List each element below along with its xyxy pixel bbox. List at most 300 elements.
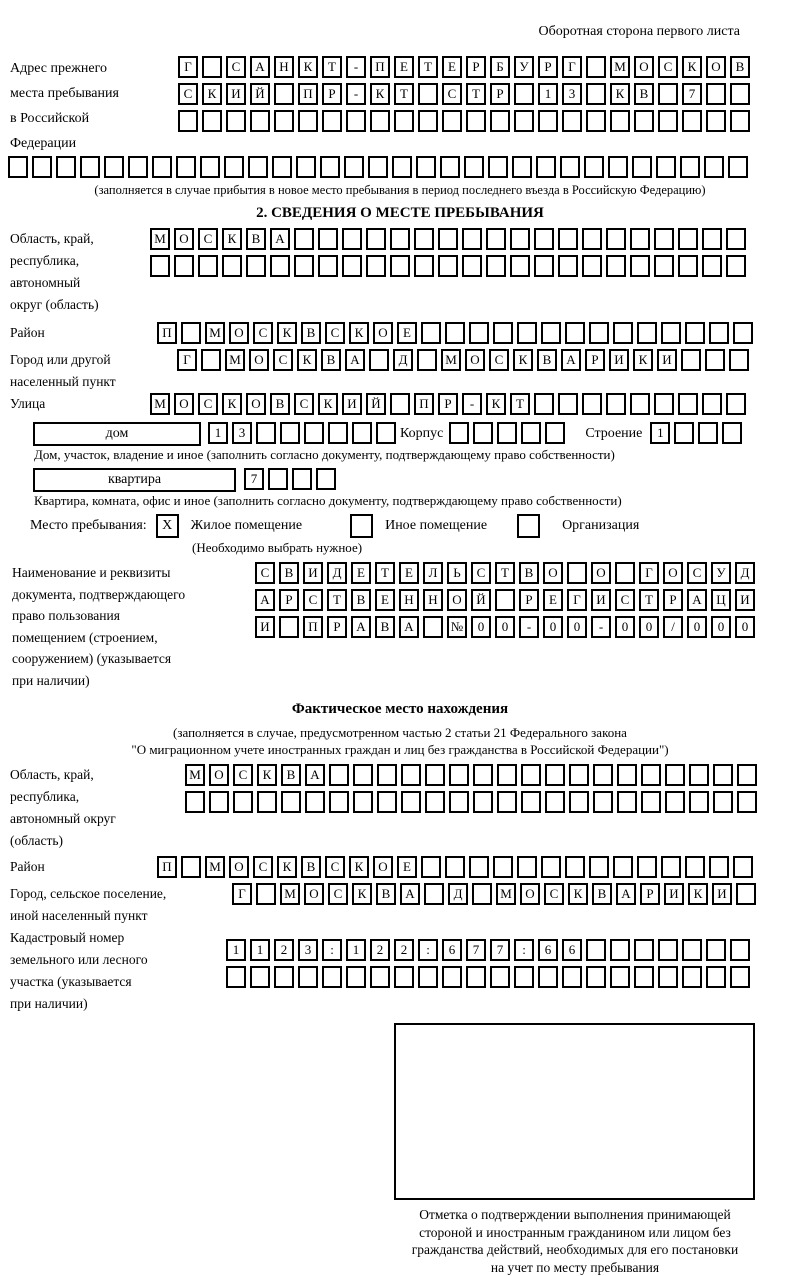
char-box[interactable] bbox=[421, 322, 441, 344]
char-box[interactable] bbox=[630, 255, 650, 277]
char-box[interactable] bbox=[702, 393, 722, 415]
char-box[interactable] bbox=[521, 422, 541, 444]
char-box[interactable] bbox=[641, 791, 661, 813]
char-box[interactable]: 0 bbox=[567, 616, 587, 638]
char-box[interactable]: А bbox=[616, 883, 636, 905]
char-box[interactable]: И bbox=[712, 883, 732, 905]
char-box[interactable] bbox=[425, 764, 445, 786]
char-box[interactable] bbox=[414, 255, 434, 277]
char-box[interactable] bbox=[346, 966, 366, 988]
char-box[interactable]: Б bbox=[490, 56, 510, 78]
char-box[interactable]: В bbox=[301, 322, 321, 344]
char-box[interactable] bbox=[298, 966, 318, 988]
char-box[interactable]: К bbox=[688, 883, 708, 905]
char-box[interactable]: Г bbox=[562, 56, 582, 78]
char-box[interactable] bbox=[682, 110, 702, 132]
char-box[interactable] bbox=[709, 856, 729, 878]
char-box[interactable] bbox=[368, 156, 388, 178]
char-box[interactable]: О bbox=[174, 228, 194, 250]
char-box[interactable]: 0 bbox=[687, 616, 707, 638]
char-box[interactable] bbox=[421, 856, 441, 878]
char-box[interactable] bbox=[369, 349, 389, 371]
char-box[interactable] bbox=[512, 156, 532, 178]
char-box[interactable]: Т bbox=[375, 562, 395, 584]
char-box[interactable]: К bbox=[513, 349, 533, 371]
char-box[interactable]: А bbox=[270, 228, 290, 250]
char-box[interactable] bbox=[517, 856, 537, 878]
char-box[interactable]: С bbox=[294, 393, 314, 415]
char-box[interactable] bbox=[562, 110, 582, 132]
char-box[interactable]: Р bbox=[519, 589, 539, 611]
char-box[interactable] bbox=[414, 228, 434, 250]
char-box[interactable]: К bbox=[610, 83, 630, 105]
char-box[interactable]: Р bbox=[279, 589, 299, 611]
char-box[interactable] bbox=[737, 764, 757, 786]
char-box[interactable] bbox=[438, 228, 458, 250]
char-box[interactable] bbox=[298, 110, 318, 132]
char-box[interactable]: К bbox=[349, 856, 369, 878]
char-box[interactable]: К bbox=[370, 83, 390, 105]
char-box[interactable]: И bbox=[591, 589, 611, 611]
char-box[interactable]: 2 bbox=[394, 939, 414, 961]
char-box[interactable] bbox=[680, 156, 700, 178]
char-box[interactable]: И bbox=[735, 589, 755, 611]
char-box[interactable] bbox=[558, 255, 578, 277]
char-box[interactable] bbox=[488, 156, 508, 178]
char-box[interactable] bbox=[654, 228, 674, 250]
char-box[interactable] bbox=[541, 856, 561, 878]
char-box[interactable]: Г bbox=[567, 589, 587, 611]
char-box[interactable] bbox=[606, 255, 626, 277]
char-box[interactable] bbox=[392, 156, 412, 178]
char-box[interactable] bbox=[593, 764, 613, 786]
char-box[interactable]: С bbox=[325, 856, 345, 878]
char-box[interactable] bbox=[586, 966, 606, 988]
char-box[interactable] bbox=[586, 83, 606, 105]
char-box[interactable] bbox=[534, 228, 554, 250]
char-box[interactable]: С bbox=[233, 764, 253, 786]
char-box[interactable]: Р bbox=[640, 883, 660, 905]
char-box[interactable]: 7 bbox=[490, 939, 510, 961]
char-box[interactable] bbox=[464, 156, 484, 178]
char-box[interactable] bbox=[473, 422, 493, 444]
char-box[interactable]: 0 bbox=[711, 616, 731, 638]
char-box[interactable]: Й bbox=[471, 589, 491, 611]
char-box[interactable] bbox=[685, 856, 705, 878]
char-box[interactable] bbox=[704, 156, 724, 178]
char-box[interactable]: Г bbox=[232, 883, 252, 905]
char-box[interactable]: Т bbox=[394, 83, 414, 105]
char-box[interactable] bbox=[726, 228, 746, 250]
char-box[interactable] bbox=[661, 322, 681, 344]
char-box[interactable]: Е bbox=[397, 322, 417, 344]
char-box[interactable]: В bbox=[537, 349, 557, 371]
char-box[interactable]: В bbox=[351, 589, 371, 611]
char-box[interactable]: А bbox=[399, 616, 419, 638]
char-box[interactable]: В bbox=[519, 562, 539, 584]
char-box[interactable]: : bbox=[514, 939, 534, 961]
char-box[interactable] bbox=[726, 255, 746, 277]
char-box[interactable] bbox=[256, 883, 276, 905]
char-box[interactable] bbox=[565, 322, 585, 344]
char-box[interactable]: Е bbox=[394, 56, 414, 78]
char-box[interactable] bbox=[344, 156, 364, 178]
char-box[interactable]: 6 bbox=[562, 939, 582, 961]
char-box[interactable] bbox=[472, 883, 492, 905]
char-box[interactable] bbox=[353, 791, 373, 813]
char-box[interactable]: А bbox=[400, 883, 420, 905]
char-box[interactable]: Й bbox=[366, 393, 386, 415]
char-box[interactable] bbox=[641, 764, 661, 786]
char-box[interactable]: С bbox=[325, 322, 345, 344]
char-box[interactable] bbox=[589, 322, 609, 344]
char-box[interactable] bbox=[401, 791, 421, 813]
checkbox-organization[interactable] bbox=[517, 514, 540, 538]
char-box[interactable] bbox=[390, 228, 410, 250]
char-box[interactable]: М bbox=[225, 349, 245, 371]
char-box[interactable] bbox=[466, 110, 486, 132]
char-box[interactable]: С bbox=[198, 228, 218, 250]
char-box[interactable] bbox=[80, 156, 100, 178]
char-box[interactable]: М bbox=[150, 393, 170, 415]
char-box[interactable]: В bbox=[376, 883, 396, 905]
char-box[interactable]: О bbox=[706, 56, 726, 78]
char-box[interactable]: Е bbox=[543, 589, 563, 611]
char-box[interactable] bbox=[497, 422, 517, 444]
char-box[interactable] bbox=[654, 255, 674, 277]
char-box[interactable]: П bbox=[298, 83, 318, 105]
char-box[interactable]: Р bbox=[490, 83, 510, 105]
char-box[interactable]: 0 bbox=[735, 616, 755, 638]
char-box[interactable]: - bbox=[346, 56, 366, 78]
char-box[interactable] bbox=[342, 255, 362, 277]
char-box[interactable] bbox=[514, 966, 534, 988]
char-box[interactable]: 1 bbox=[250, 939, 270, 961]
char-box[interactable]: О bbox=[249, 349, 269, 371]
char-box[interactable] bbox=[328, 422, 348, 444]
char-box[interactable]: 3 bbox=[232, 422, 252, 444]
char-box[interactable]: 7 bbox=[244, 468, 264, 490]
char-box[interactable]: М bbox=[150, 228, 170, 250]
char-box[interactable] bbox=[353, 764, 373, 786]
char-box[interactable] bbox=[366, 228, 386, 250]
char-box[interactable] bbox=[630, 228, 650, 250]
char-box[interactable] bbox=[279, 616, 299, 638]
char-box[interactable]: Г bbox=[639, 562, 659, 584]
char-box[interactable]: В bbox=[279, 562, 299, 584]
char-box[interactable] bbox=[200, 156, 220, 178]
char-box[interactable] bbox=[737, 791, 757, 813]
char-box[interactable] bbox=[586, 56, 606, 78]
char-box[interactable]: 2 bbox=[370, 939, 390, 961]
char-box[interactable]: - bbox=[462, 393, 482, 415]
char-box[interactable] bbox=[706, 110, 726, 132]
char-box[interactable]: У bbox=[514, 56, 534, 78]
char-box[interactable] bbox=[394, 110, 414, 132]
char-box[interactable] bbox=[545, 764, 565, 786]
char-box[interactable] bbox=[560, 156, 580, 178]
char-box[interactable]: К bbox=[277, 322, 297, 344]
char-box[interactable] bbox=[521, 764, 541, 786]
char-box[interactable] bbox=[567, 562, 587, 584]
char-box[interactable] bbox=[390, 393, 410, 415]
char-box[interactable]: Н bbox=[399, 589, 419, 611]
char-box[interactable] bbox=[316, 468, 336, 490]
char-box[interactable] bbox=[418, 83, 438, 105]
char-box[interactable] bbox=[394, 966, 414, 988]
char-box[interactable] bbox=[615, 562, 635, 584]
char-box[interactable]: П bbox=[157, 856, 177, 878]
char-box[interactable] bbox=[589, 856, 609, 878]
char-box[interactable] bbox=[32, 156, 52, 178]
char-box[interactable]: К bbox=[297, 349, 317, 371]
char-box[interactable] bbox=[637, 856, 657, 878]
char-box[interactable]: Л bbox=[423, 562, 443, 584]
char-box[interactable] bbox=[730, 110, 750, 132]
char-box[interactable]: С bbox=[198, 393, 218, 415]
char-box[interactable] bbox=[637, 322, 657, 344]
char-box[interactable]: К bbox=[222, 228, 242, 250]
char-box[interactable]: П bbox=[157, 322, 177, 344]
char-box[interactable] bbox=[329, 791, 349, 813]
char-box[interactable] bbox=[541, 322, 561, 344]
char-box[interactable] bbox=[632, 156, 652, 178]
char-box[interactable] bbox=[294, 228, 314, 250]
char-box[interactable] bbox=[486, 255, 506, 277]
char-box[interactable] bbox=[730, 939, 750, 961]
char-box[interactable]: А bbox=[561, 349, 581, 371]
char-box[interactable] bbox=[569, 791, 589, 813]
char-box[interactable]: Р bbox=[322, 83, 342, 105]
char-box[interactable] bbox=[510, 228, 530, 250]
char-box[interactable]: 0 bbox=[615, 616, 635, 638]
char-box[interactable]: А bbox=[687, 589, 707, 611]
char-box[interactable] bbox=[292, 468, 312, 490]
char-box[interactable] bbox=[224, 156, 244, 178]
char-box[interactable] bbox=[514, 83, 534, 105]
char-box[interactable] bbox=[248, 156, 268, 178]
char-box[interactable] bbox=[466, 966, 486, 988]
char-box[interactable] bbox=[296, 156, 316, 178]
char-box[interactable] bbox=[545, 422, 565, 444]
char-box[interactable] bbox=[377, 791, 397, 813]
char-box[interactable] bbox=[728, 156, 748, 178]
char-box[interactable] bbox=[584, 156, 604, 178]
char-box[interactable] bbox=[178, 110, 198, 132]
char-box[interactable] bbox=[423, 616, 443, 638]
char-box[interactable]: О bbox=[591, 562, 611, 584]
char-box[interactable] bbox=[346, 110, 366, 132]
char-box[interactable] bbox=[613, 856, 633, 878]
char-box[interactable]: И bbox=[342, 393, 362, 415]
char-box[interactable]: Г bbox=[177, 349, 197, 371]
char-box[interactable]: О bbox=[229, 322, 249, 344]
char-box[interactable] bbox=[352, 422, 372, 444]
char-box[interactable] bbox=[370, 966, 390, 988]
char-box[interactable]: К bbox=[298, 56, 318, 78]
char-box[interactable]: 3 bbox=[562, 83, 582, 105]
char-box[interactable]: Е bbox=[442, 56, 462, 78]
char-box[interactable] bbox=[582, 393, 602, 415]
char-box[interactable]: М bbox=[185, 764, 205, 786]
char-box[interactable] bbox=[729, 349, 749, 371]
char-box[interactable] bbox=[305, 791, 325, 813]
char-box[interactable] bbox=[682, 939, 702, 961]
char-box[interactable] bbox=[416, 156, 436, 178]
char-box[interactable]: Р bbox=[585, 349, 605, 371]
char-box[interactable] bbox=[558, 228, 578, 250]
char-box[interactable]: О bbox=[634, 56, 654, 78]
char-box[interactable]: Е bbox=[351, 562, 371, 584]
char-box[interactable] bbox=[702, 255, 722, 277]
char-box[interactable]: С bbox=[273, 349, 293, 371]
char-box[interactable]: С bbox=[615, 589, 635, 611]
char-box[interactable] bbox=[449, 791, 469, 813]
char-box[interactable] bbox=[586, 110, 606, 132]
char-box[interactable] bbox=[469, 856, 489, 878]
char-box[interactable]: О bbox=[663, 562, 683, 584]
char-box[interactable] bbox=[713, 764, 733, 786]
char-box[interactable]: И bbox=[664, 883, 684, 905]
char-box[interactable]: К bbox=[318, 393, 338, 415]
char-box[interactable] bbox=[517, 322, 537, 344]
char-box[interactable] bbox=[705, 349, 725, 371]
char-box[interactable] bbox=[445, 322, 465, 344]
char-box[interactable]: М bbox=[205, 322, 225, 344]
checkbox-other-premises[interactable] bbox=[350, 514, 373, 538]
char-box[interactable]: И bbox=[255, 616, 275, 638]
char-box[interactable] bbox=[274, 966, 294, 988]
char-box[interactable] bbox=[181, 322, 201, 344]
char-box[interactable]: С bbox=[255, 562, 275, 584]
char-box[interactable] bbox=[486, 228, 506, 250]
char-box[interactable] bbox=[449, 764, 469, 786]
char-box[interactable] bbox=[268, 468, 288, 490]
char-box[interactable]: 0 bbox=[495, 616, 515, 638]
char-box[interactable]: Н bbox=[423, 589, 443, 611]
char-box[interactable]: : bbox=[322, 939, 342, 961]
char-box[interactable]: О bbox=[520, 883, 540, 905]
char-box[interactable]: К bbox=[349, 322, 369, 344]
char-box[interactable] bbox=[257, 791, 277, 813]
char-box[interactable] bbox=[152, 156, 172, 178]
char-box[interactable] bbox=[661, 856, 681, 878]
char-box[interactable]: К bbox=[352, 883, 372, 905]
char-box[interactable]: С bbox=[303, 589, 323, 611]
char-box[interactable] bbox=[493, 856, 513, 878]
char-box[interactable]: К bbox=[682, 56, 702, 78]
char-box[interactable]: Д bbox=[327, 562, 347, 584]
char-box[interactable] bbox=[682, 966, 702, 988]
char-box[interactable]: Й bbox=[250, 83, 270, 105]
char-box[interactable] bbox=[272, 156, 292, 178]
char-box[interactable]: Т bbox=[510, 393, 530, 415]
char-box[interactable]: Д bbox=[393, 349, 413, 371]
char-box[interactable] bbox=[658, 110, 678, 132]
char-box[interactable] bbox=[709, 322, 729, 344]
char-box[interactable] bbox=[658, 966, 678, 988]
char-box[interactable] bbox=[733, 856, 753, 878]
char-box[interactable]: М bbox=[280, 883, 300, 905]
char-box[interactable]: О bbox=[304, 883, 324, 905]
char-box[interactable]: О bbox=[447, 589, 467, 611]
char-box[interactable] bbox=[706, 939, 726, 961]
char-box[interactable] bbox=[270, 255, 290, 277]
char-box[interactable] bbox=[376, 422, 396, 444]
char-box[interactable] bbox=[534, 393, 554, 415]
char-box[interactable] bbox=[417, 349, 437, 371]
char-box[interactable] bbox=[473, 791, 493, 813]
char-box[interactable] bbox=[617, 791, 637, 813]
char-box[interactable] bbox=[209, 791, 229, 813]
char-box[interactable]: - bbox=[591, 616, 611, 638]
char-box[interactable] bbox=[582, 255, 602, 277]
char-box[interactable]: 0 bbox=[471, 616, 491, 638]
char-box[interactable]: 1 bbox=[538, 83, 558, 105]
char-box[interactable]: К bbox=[568, 883, 588, 905]
char-box[interactable] bbox=[56, 156, 76, 178]
char-box[interactable]: С bbox=[471, 562, 491, 584]
char-box[interactable]: А bbox=[250, 56, 270, 78]
char-box[interactable] bbox=[656, 156, 676, 178]
char-box[interactable] bbox=[418, 110, 438, 132]
char-box[interactable] bbox=[665, 764, 685, 786]
char-box[interactable]: Р bbox=[663, 589, 683, 611]
char-box[interactable] bbox=[593, 791, 613, 813]
char-box[interactable]: О bbox=[373, 856, 393, 878]
char-box[interactable]: Ь bbox=[447, 562, 467, 584]
char-box[interactable]: О bbox=[543, 562, 563, 584]
char-box[interactable] bbox=[377, 764, 397, 786]
char-box[interactable]: Р bbox=[538, 56, 558, 78]
char-box[interactable] bbox=[736, 883, 756, 905]
char-box[interactable]: Е bbox=[397, 856, 417, 878]
char-box[interactable]: П bbox=[303, 616, 323, 638]
char-box[interactable] bbox=[250, 966, 270, 988]
char-box[interactable]: К bbox=[202, 83, 222, 105]
char-box[interactable] bbox=[445, 856, 465, 878]
char-box[interactable] bbox=[497, 791, 517, 813]
char-box[interactable]: С bbox=[442, 83, 462, 105]
char-box[interactable] bbox=[469, 322, 489, 344]
char-box[interactable] bbox=[198, 255, 218, 277]
char-box[interactable]: Т bbox=[418, 56, 438, 78]
char-box[interactable]: 7 bbox=[466, 939, 486, 961]
char-box[interactable] bbox=[390, 255, 410, 277]
char-box[interactable] bbox=[370, 110, 390, 132]
char-box[interactable] bbox=[538, 966, 558, 988]
char-box[interactable]: С bbox=[658, 56, 678, 78]
char-box[interactable]: / bbox=[663, 616, 683, 638]
char-box[interactable]: О bbox=[174, 393, 194, 415]
char-box[interactable] bbox=[201, 349, 221, 371]
char-box[interactable]: 1 bbox=[346, 939, 366, 961]
char-box[interactable] bbox=[536, 156, 556, 178]
char-box[interactable]: А bbox=[351, 616, 371, 638]
char-box[interactable] bbox=[473, 764, 493, 786]
char-box[interactable]: Т bbox=[327, 589, 347, 611]
char-box[interactable] bbox=[565, 856, 585, 878]
char-box[interactable] bbox=[128, 156, 148, 178]
char-box[interactable] bbox=[514, 110, 534, 132]
char-box[interactable] bbox=[495, 589, 515, 611]
char-box[interactable] bbox=[322, 966, 342, 988]
char-box[interactable]: К bbox=[633, 349, 653, 371]
char-box[interactable]: И bbox=[609, 349, 629, 371]
char-box[interactable]: С bbox=[489, 349, 509, 371]
char-box[interactable]: - bbox=[519, 616, 539, 638]
char-box[interactable] bbox=[438, 255, 458, 277]
